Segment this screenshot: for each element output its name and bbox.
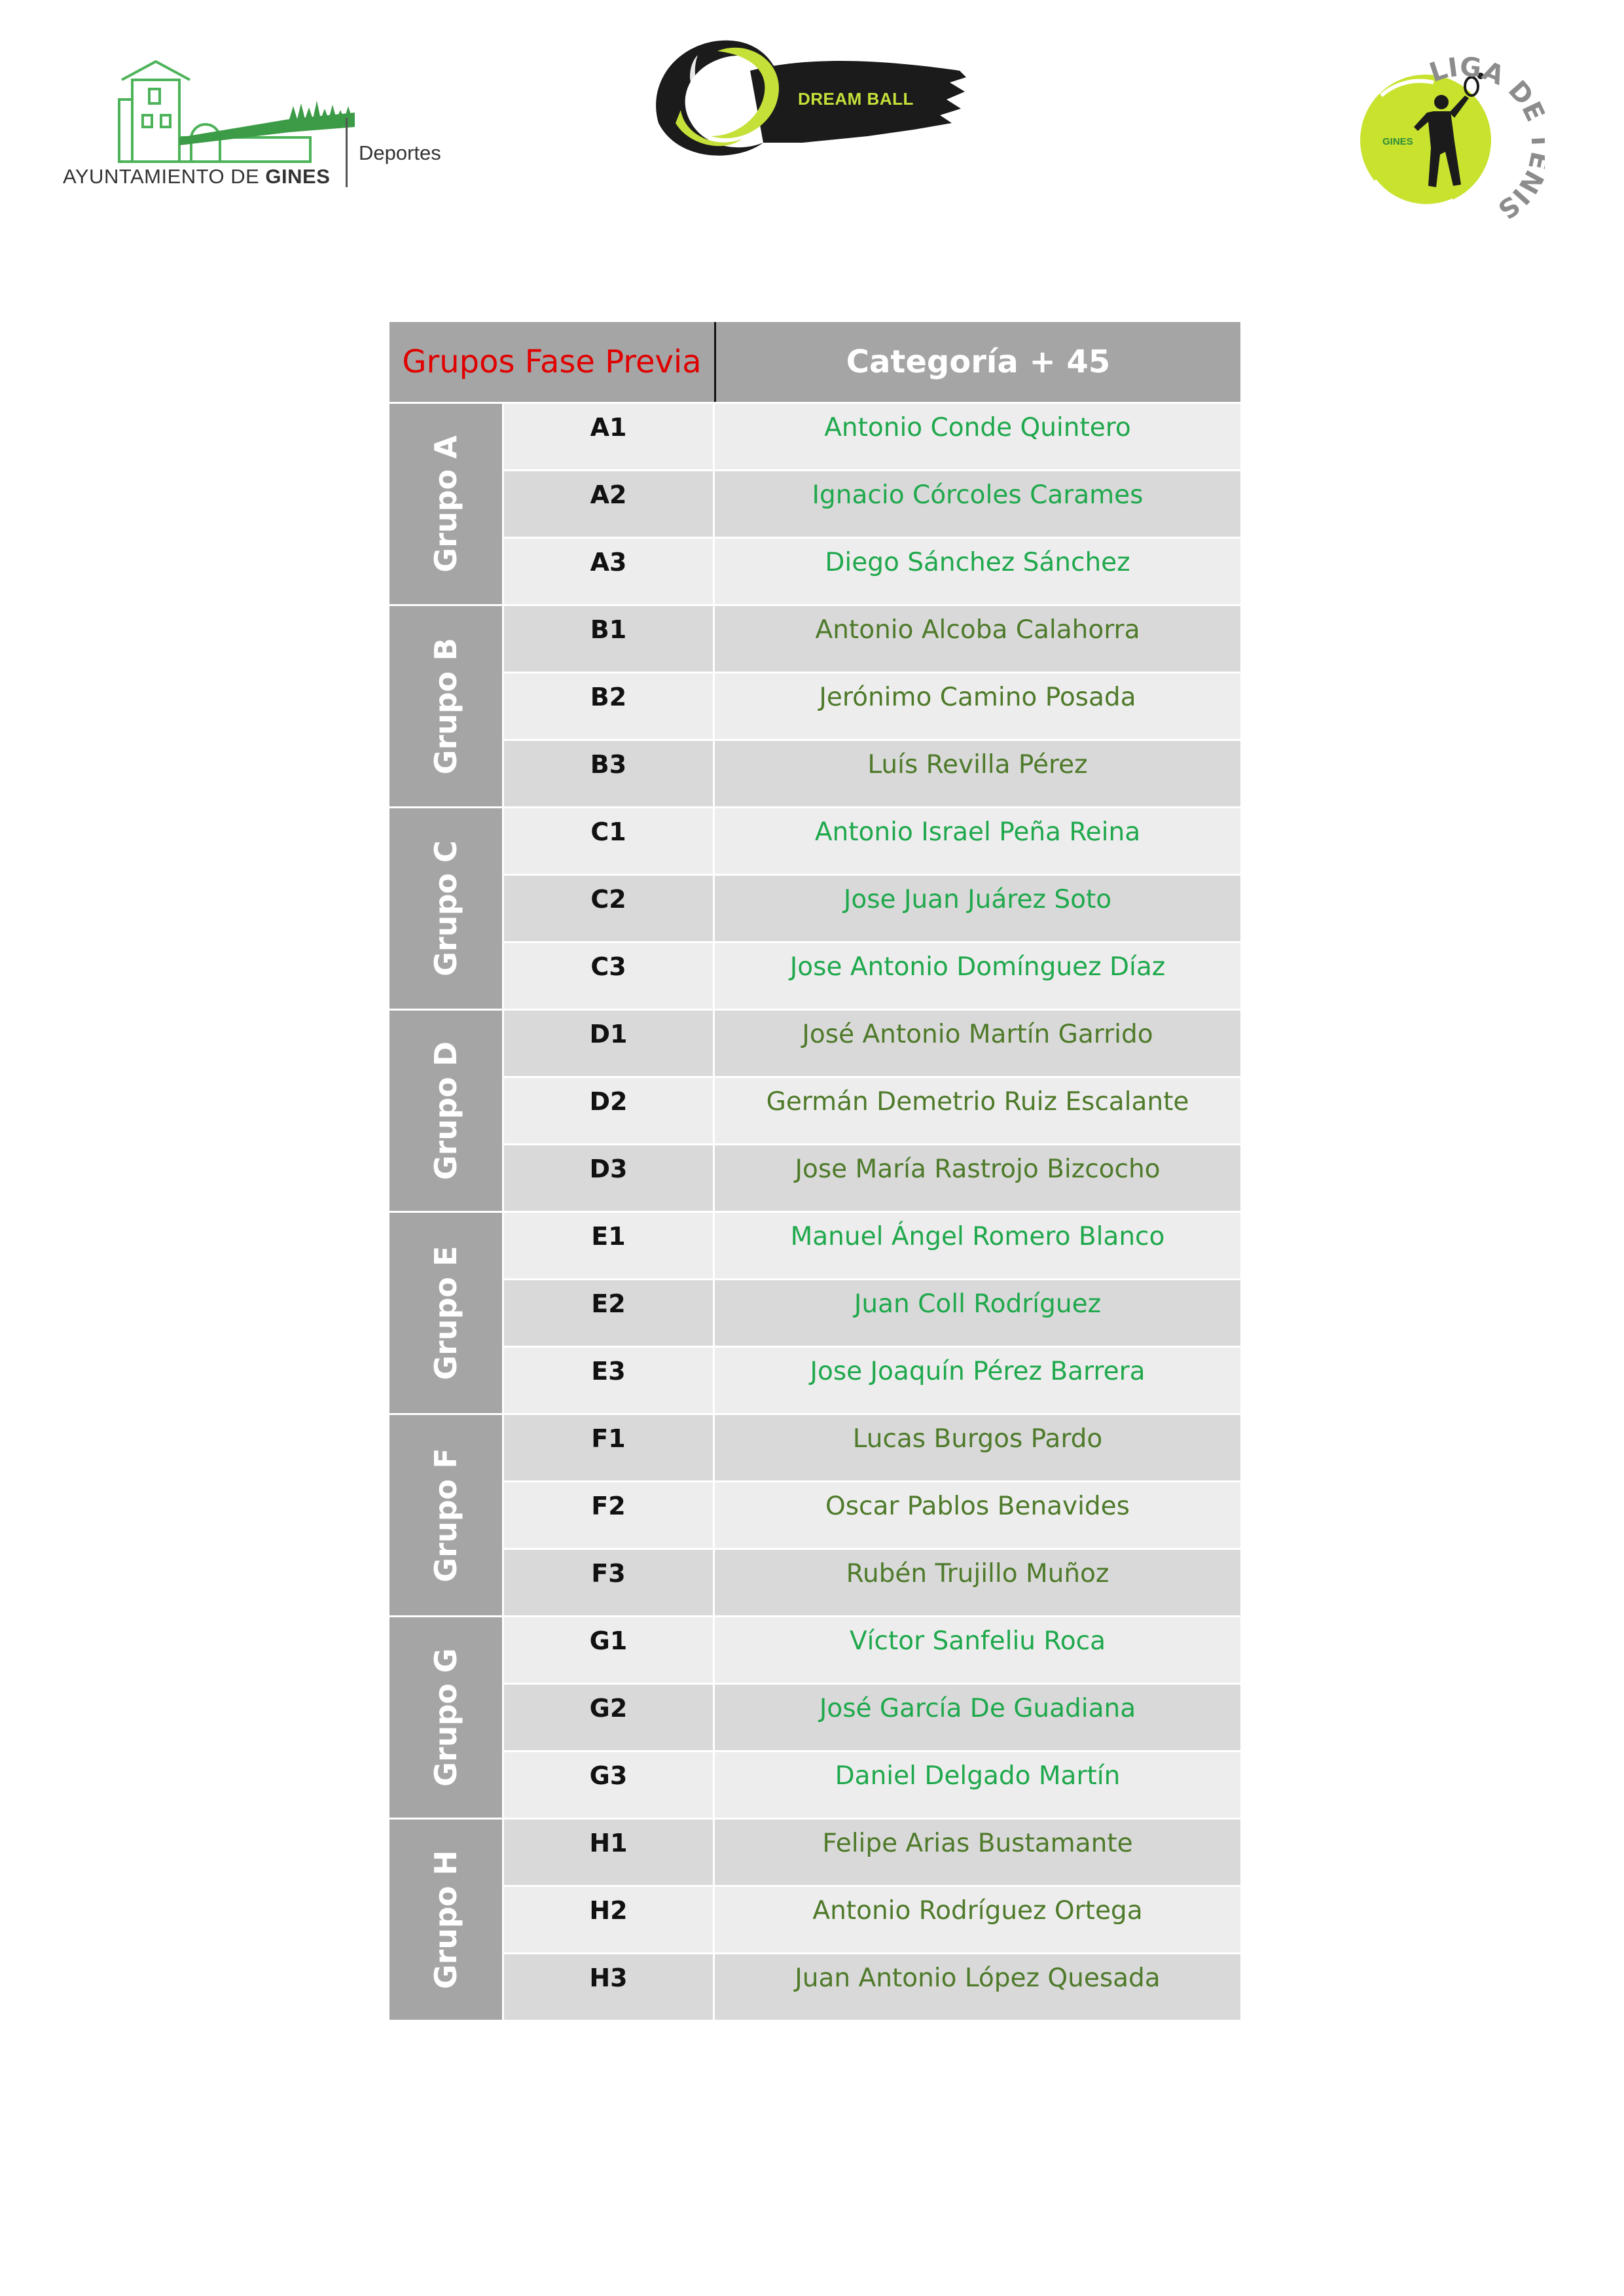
player-name: Lucas Burgos Pardo <box>715 1415 1240 1480</box>
group-h <box>389 1818 1240 2020</box>
table-row <box>504 808 1240 874</box>
table-row <box>504 1683 1240 1750</box>
table-row <box>504 1480 1240 1548</box>
row-code: D1 <box>504 1011 715 1076</box>
row-code: B1 <box>504 606 715 672</box>
player-name: Oscar Pablos Benavides <box>715 1482 1240 1548</box>
group-label-text: Grupo F <box>428 1448 463 1583</box>
row-code: H3 <box>504 1954 715 2020</box>
player-name: Germán Demetrio Ruiz Escalante <box>715 1078 1240 1143</box>
row-code: D2 <box>504 1078 715 1143</box>
group-c <box>389 806 1240 1009</box>
group-label-text: Grupo D <box>428 1041 463 1180</box>
player-name: Daniel Delgado Martín <box>715 1752 1240 1818</box>
row-code: E3 <box>504 1348 715 1413</box>
player-name: Antonio Israel Peña Reina <box>715 808 1240 874</box>
player-name: Jose Joaquín Pérez Barrera <box>715 1348 1240 1413</box>
table-row <box>504 1885 1240 1952</box>
row-code: G3 <box>504 1752 715 1818</box>
group-g <box>389 1615 1240 1818</box>
player-name: Luís Revilla Pérez <box>715 741 1240 806</box>
group-label <box>389 1617 504 1818</box>
header-grupos-fase-previa: Grupos Fase Previa <box>389 322 716 402</box>
row-code: D3 <box>504 1145 715 1211</box>
row-code: A1 <box>504 404 715 469</box>
group-label-text: Grupo E <box>428 1246 463 1380</box>
row-code: E1 <box>504 1213 715 1278</box>
liga-de-tenis-logo <box>1355 56 1545 220</box>
group-label <box>389 404 504 604</box>
row-code: F2 <box>504 1482 715 1548</box>
group-label-text: Grupo A <box>428 435 463 573</box>
row-code: A3 <box>504 539 715 604</box>
liga-logo-badge: GINES <box>1382 136 1413 147</box>
group-label-text: Grupo G <box>428 1648 463 1787</box>
group-label <box>389 1415 504 1615</box>
row-code: C3 <box>504 943 715 1009</box>
group-label <box>389 808 504 1009</box>
player-name: Jose Antonio Domínguez Díaz <box>715 943 1240 1009</box>
dream-ball-logo <box>652 31 979 175</box>
groups-table <box>389 322 1240 2020</box>
table-row <box>504 1415 1240 1480</box>
table-row <box>504 1617 1240 1683</box>
player-name: Manuel Ángel Romero Blanco <box>715 1213 1240 1278</box>
row-code: H1 <box>504 1820 715 1885</box>
row-code: A2 <box>504 471 715 537</box>
liga-logo-arc-text: LIGA D IS <box>1426 56 1540 220</box>
player-name: Antonio Alcoba Calahorra <box>715 606 1240 672</box>
group-label-text: Grupo H <box>428 1850 463 1990</box>
player-name: Juan Coll Rodríguez <box>715 1280 1240 1346</box>
department-label: Deportes <box>359 141 441 164</box>
table-row <box>504 1346 1240 1413</box>
group-f <box>389 1413 1240 1615</box>
table-row <box>504 941 1240 1009</box>
player-name: Ignacio Córcoles Carames <box>715 471 1240 537</box>
table-row <box>504 672 1240 739</box>
table-row <box>504 404 1240 469</box>
player-name: José García De Guadiana <box>715 1685 1240 1750</box>
group-e <box>389 1211 1240 1413</box>
row-code: C1 <box>504 808 715 874</box>
table-header <box>389 322 1240 402</box>
row-code: H2 <box>504 1887 715 1952</box>
player-name: Antonio Rodríguez Ortega <box>715 1887 1240 1952</box>
town-building-icon <box>93 60 361 165</box>
player-name: Jerónimo Camino Posada <box>715 673 1240 739</box>
table-row <box>504 1143 1240 1211</box>
header-categoria: Categoría + 45 <box>846 344 1111 380</box>
player-name: Rubén Trujillo Muñoz <box>715 1550 1240 1615</box>
group-label <box>389 1820 504 2020</box>
group-a <box>389 402 1240 604</box>
group-label-text: Grupo B <box>428 637 463 775</box>
row-code: G1 <box>504 1617 715 1683</box>
ayuntamiento-logo <box>63 60 456 198</box>
table-row <box>504 1213 1240 1278</box>
table-row <box>504 606 1240 672</box>
player-name: Juan Antonio López Quesada <box>715 1954 1240 2020</box>
player-name: Antonio Conde Quintero <box>715 404 1240 469</box>
table-row <box>504 739 1240 806</box>
row-code: B2 <box>504 673 715 739</box>
player-name: Jose María Rastrojo Bizcocho <box>715 1145 1240 1211</box>
table-row <box>504 874 1240 941</box>
player-name: Diego Sánchez Sánchez <box>715 539 1240 604</box>
group-d <box>389 1009 1240 1211</box>
group-label <box>389 1213 504 1413</box>
table-row <box>504 1952 1240 2020</box>
player-name: José Antonio Martín Garrido <box>715 1011 1240 1076</box>
table-row <box>504 1076 1240 1143</box>
table-row <box>504 1820 1240 1885</box>
group-b <box>389 604 1240 806</box>
row-code: B3 <box>504 741 715 806</box>
row-code: G2 <box>504 1685 715 1750</box>
row-code: F1 <box>504 1415 715 1480</box>
table-row <box>504 1750 1240 1818</box>
group-label-text: Grupo C <box>428 840 463 977</box>
table-row <box>504 1548 1240 1615</box>
club-logo-subtitle: CLUB TENIS GINES <box>848 137 935 148</box>
table-row <box>504 469 1240 537</box>
group-label <box>389 1011 504 1211</box>
player-name: Víctor Sanfeliu Roca <box>715 1617 1240 1683</box>
logo-divider <box>346 118 348 187</box>
table-row <box>504 537 1240 604</box>
player-name: Felipe Arias Bustamante <box>715 1820 1240 1885</box>
group-label <box>389 606 504 806</box>
row-code: F3 <box>504 1550 715 1615</box>
ayuntamiento-name: AYUNTAMIENTO DE GINES <box>63 165 331 188</box>
player-name: Jose Juan Juárez Soto <box>715 876 1240 941</box>
row-code: E2 <box>504 1280 715 1346</box>
table-row <box>504 1278 1240 1346</box>
table-row <box>504 1011 1240 1076</box>
row-code: C2 <box>504 876 715 941</box>
club-logo-title: DREAM BALL <box>798 89 914 109</box>
